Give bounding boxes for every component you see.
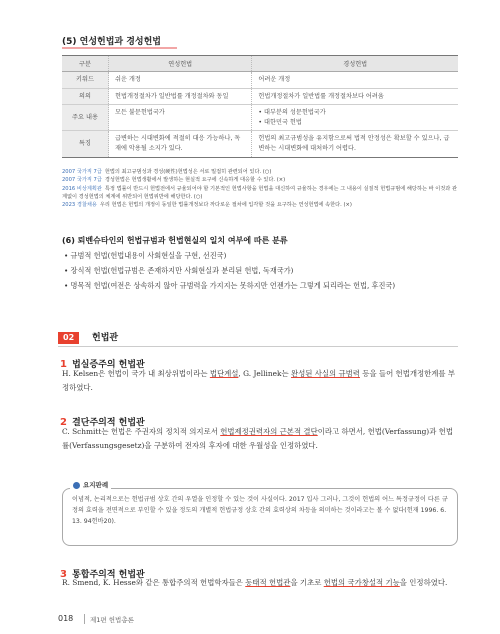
heading-number: 2 xyxy=(60,417,67,428)
precedent-text: 이념적, 논리적으로는 헌법규범 상호 간의 우열을 인정할 수 있는 것이 사실이다. 2017 입사 그러나, 그것이 헌법의 어느 특정규정이 다른 규정의 효력을 전면적으로 부인할 수 있을 정도의 개별적 헌법규정 상호 간의 효력상의 차등을 의미하는 것이라고는 볼 수 없다(헌재 1996. 6. 13. 94헌바20). xyxy=(72,496,448,525)
row-label: 키워드 xyxy=(62,72,109,89)
cell-rigid-line: • 대한민국 헌법 xyxy=(258,118,302,126)
exam-note xyxy=(62,168,458,176)
exam-note xyxy=(62,185,458,202)
heading-number: 1 xyxy=(60,359,67,370)
chapter-title: 헌법관 xyxy=(92,333,119,343)
footer-title: 제1편 헌법총론 xyxy=(90,616,134,624)
exam-text: 우리 헌법은 헌법의 개정이 동일한 법률개정보다 까다로운 절차에 입각할 것을 요구하는 연성헌법에 속한다. (×) xyxy=(99,202,352,209)
text: 이라고 하면서, 헌법(Verfassung)과 헌법률(Verfassungsgesetz)을 구분하여 전자의 후자에 대한 우월성을 인정하였다. xyxy=(62,427,453,451)
header-category: 구분 xyxy=(62,56,109,72)
precedent-label: 요지판례 xyxy=(83,481,109,489)
bullet-item: • 규범적 헌법(헌법내용이 사회현실을 구현, 선진국) xyxy=(64,251,227,260)
text: H. Kelsen은 헌법이 국가 내 최상위법이라는 xyxy=(62,369,210,378)
cell-rigid: 어려운 개정 xyxy=(252,72,458,89)
text: R. Smend, K. Hesse와 같은 통합주의적 헌법학자들은 xyxy=(62,578,246,587)
exam-year: 2016 비상계획관 xyxy=(62,185,102,192)
exam-text: 경성헌법은 헌법생활에서 발생하는 현실적 요구에 신속하게 대응할 수 있다. (×) xyxy=(104,177,286,184)
cell-rigid: 헌법개정절차가 일반법률 개정절차보다 어려움 xyxy=(252,88,458,105)
row-label: 특징 xyxy=(62,131,109,157)
cell-flexible: 헌법개정절차가 일반법률 개정절차와 동일 xyxy=(109,88,252,105)
chapter-number-badge: 02 xyxy=(58,332,79,344)
exam-year: 2023 경찰채용 xyxy=(62,202,97,209)
underlined-term: 법단계설 xyxy=(209,369,239,378)
header-rigid: 경성헌법 xyxy=(252,56,458,72)
heading-title: 통합주의적 헌법관 xyxy=(72,570,145,580)
cell-flexible: 급변하는 시대변화에 적절히 대응 가능하나, 독재에 악용될 소지가 있다. xyxy=(109,131,252,157)
cell-flexible: 쉬운 개정 xyxy=(109,72,252,89)
exam-note xyxy=(62,176,458,184)
text: , G. Jellinek는 xyxy=(238,369,291,378)
exam-notes xyxy=(62,168,458,210)
paragraph-3 xyxy=(62,576,458,590)
cell-rigid-line: • 대부분의 성문헌법국가 xyxy=(258,109,326,117)
page-number: 018 xyxy=(58,614,74,623)
section-5-title: (5) 연성헌법과 경성헌법 xyxy=(62,37,162,47)
footer-separator xyxy=(84,614,85,624)
title-underline xyxy=(62,47,177,49)
paragraph-2 xyxy=(62,425,458,454)
text: C. Schmitt는 헌법은 주권자의 정치적 의지로서 xyxy=(62,427,221,436)
exam-text: 특정 법률이 반드시 헌법전에서 규율되어야 할 기본적인 헌법사항을 헌법을 대신하여 규율하는 경우에는 그 내용이 실질적 헌법규범에 해당하는 바 이것과 관계없이 경성헌법의 체계에 위반되어 헌법위반에 해당한다. (○) xyxy=(62,185,457,200)
exam-year: 2007 국가직 7급 xyxy=(62,169,102,175)
heading-number: 3 xyxy=(60,569,67,580)
underlined-term: 완성된 사실의 규범력 xyxy=(290,369,360,378)
precedent-header xyxy=(70,480,111,489)
underlined-term: 헌법의 국가창설적 기능 xyxy=(323,578,400,587)
paragraph-1 xyxy=(62,367,458,396)
text: 을 기초로 xyxy=(290,578,324,587)
row-label: 주요 내용 xyxy=(62,105,109,131)
cell-flexible: 모든 불문헌법국가 xyxy=(109,105,252,131)
cell-rigid: 헌법의 최고규범성을 유지함으로써 법적 안정성은 확보할 수 있으나, 급변하는 시대변화에 대처하기 어렵다. xyxy=(252,131,458,157)
heading-title: 법실증주의 헌법관 xyxy=(72,360,145,370)
bullet-item: • 명목적 헌법(여전은 상속하지 않아 규범력을 가지지는 못하지만 언젠가는 그렇게 되리라는 헌법, 후진국) xyxy=(64,281,396,290)
exam-year: 2007 국가직 7급 xyxy=(62,177,102,184)
cell-rigid xyxy=(252,105,458,131)
comparison-table xyxy=(62,55,458,158)
underlined-term: 헌법제정권력자의 근본적 결단 xyxy=(220,427,318,436)
exam-text: 헌법의 최고규범성과 경성(硬性)헌법성은 서로 밀접히 관련되어 있다. (○) xyxy=(104,169,272,175)
header-flexible: 연성헌법 xyxy=(109,56,252,72)
underlined-term: 동태적 헌법관 xyxy=(245,578,291,587)
exam-note xyxy=(62,201,458,209)
text: 등을 들어 헌법개정한계를 부정하였다. xyxy=(62,369,456,393)
row-label: 의의 xyxy=(62,88,109,105)
bullet-item: • 장식적 헌법(헌법규범은 존재하지만 사회현실과 분리된 헌법, 독재국가) xyxy=(64,266,294,275)
pin-icon xyxy=(73,482,80,489)
divider xyxy=(58,346,458,347)
text: 을 인정하였다. xyxy=(399,578,448,587)
heading-title: 결단주의적 헌법관 xyxy=(72,418,145,428)
section-6-title: (6) 뢰벤슈타인의 헌법규범과 헌법현실의 일치 여부에 따른 분류 xyxy=(62,236,288,245)
